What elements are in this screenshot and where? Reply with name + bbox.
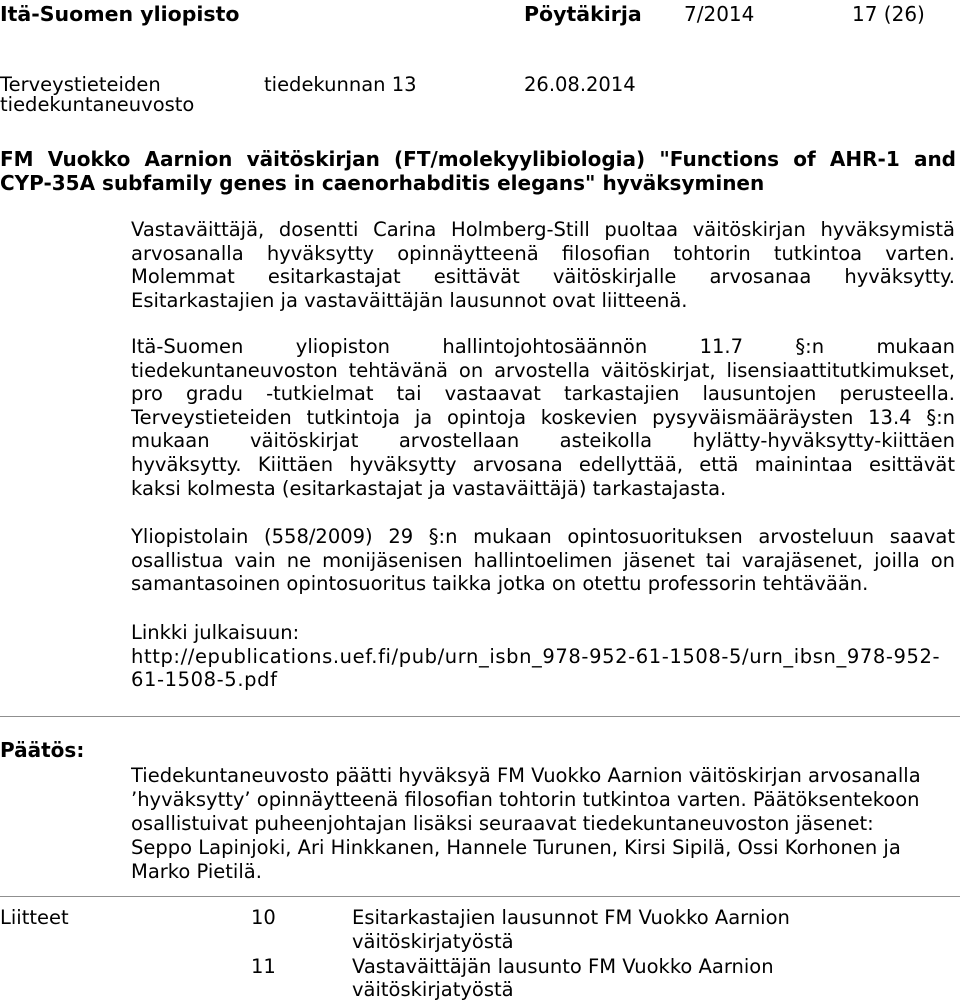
paragraph-line: hyväksytty. Kiittäen hyväksytty arvosana edellyttää, että mainintaa esittävät [131,452,955,476]
item-title-line: FM Vuokko Aarnion väitöskirjan (FT/molekyylibiologia) "Functions of AHR-1 and [0,147,956,171]
decision-line: Marko Pietilä. [131,860,262,883]
paragraph-line: Itä-Suomen yliopiston hallintojohtosäännön 11.7 §:n mukaan [131,335,955,358]
attachment-title-line: väitöskirjatyöstä [352,930,514,953]
header-body-line2: tiedekuntaneuvosto [0,93,195,116]
attachment-number: 11 [251,955,276,978]
paragraph-line: samantasoinen opintosuoritus taikka jotka on otettu professorin tehtävään. [131,572,869,596]
paragraph-regulations [131,335,955,500]
decision-text [131,764,955,884]
decision-line: Seppo Lapinjoki, Ari Hinkkanen, Hannele Turunen, Kirsi Sipilä, Ossi Korhonen ja [131,836,901,859]
paragraph-line: arvosanalla hyväksytty opinnäytteenä filosofian tohtorin tutkintoa varten. [131,241,955,265]
header-meeting: tiedekunnan 13 [264,73,417,96]
publication-link-label: Linkki julkaisuun: [131,621,300,644]
paragraph-line: pro gradu -tutkielmat tai vastaavat tarkastajien lausuntojen perusteella. [131,382,955,406]
item-title [0,147,956,195]
paragraph-line: tiedekuntaneuvoston tehtävänä on arvostella väitöskirjat, lisensiaattitutkimukset, [131,358,955,382]
paragraph-line: Yliopistolain (558/2009) 29 §:n mukaan opintosuorituksen arvosteluun saavat [131,525,955,548]
header-body-line1: Terveystieteiden [0,73,161,96]
attachment-title-line: Esitarkastajien lausunnot FM Vuokko Aarnion [352,906,790,929]
paragraph-line: osallistua vain ne monijäsenisen hallintoelimen jäsenet tai varajäsenet, joilla on [131,548,955,572]
header-doc-number: 7/2014 [684,2,755,26]
section-divider [0,896,960,897]
publication-url-line: http://epublications.uef.fi/pub/urn_isbn_978-952-61-1508-5/urn_ibsn_978-952- [131,644,941,668]
paragraph-line: Esitarkastajien ja vastaväittäjän lausunnot ovat liitteenä. [131,288,688,312]
paragraph-university-law [131,525,955,596]
header-page-number: 17 (26) [852,2,925,26]
publication-link-block [131,621,955,692]
paragraph-line: Molemmat esitarkastajat esittävät väitöskirjalle arvosanaa hyväksytty. [131,265,955,289]
paragraph-opponent-statement [131,218,955,312]
decision-line: Tiedekuntaneuvosto päätti hyväksyä FM Vuokko Aarnion väitöskirjan arvosanalla [131,764,921,787]
decision-line: ’hyväksytty’ opinnäytteenä filosofian tohtorin tutkintoa varten. Päätöksentekoon [131,788,920,811]
attachments-label: Liitteet [0,906,69,929]
item-title-line: CYP-35A subfamily genes in caenorhabditis elegans" hyväksyminen [0,171,765,195]
paragraph-line: mukaan väitöskirjat arvostellaan asteikolla hylätty-hyväksytty-kiittäen [131,429,955,453]
decision-line: osallistuivat puheenjohtajan lisäksi seuraavat tiedekuntaneuvoston jäsenet: [131,812,874,835]
decision-label: Päätös: [0,738,85,762]
attachment-title-line: väitöskirjatyöstä [352,978,514,1001]
attachment-title-line: Vastaväittäjän lausunto FM Vuokko Aarnion [352,955,774,978]
attachment-number: 10 [251,906,276,929]
header-date: 26.08.2014 [524,73,636,96]
section-divider [0,716,960,717]
paragraph-line: kaksi kolmesta (esitarkastajat ja vastaväittäjä) tarkastajasta. [131,476,727,500]
publication-url-line: 61-1508-5.pdf [131,668,278,692]
header-doc-type: Pöytäkirja [524,2,642,26]
header-university: Itä-Suomen yliopisto [0,2,240,26]
paragraph-line: Terveystieteiden tutkintoja ja opintoja koskevien pysyväismääräysten 13.4 §:n [131,405,955,429]
paragraph-line: Vastaväittäjä, dosentti Carina Holmberg-Still puoltaa väitöskirjan hyväksymistä [131,218,955,241]
